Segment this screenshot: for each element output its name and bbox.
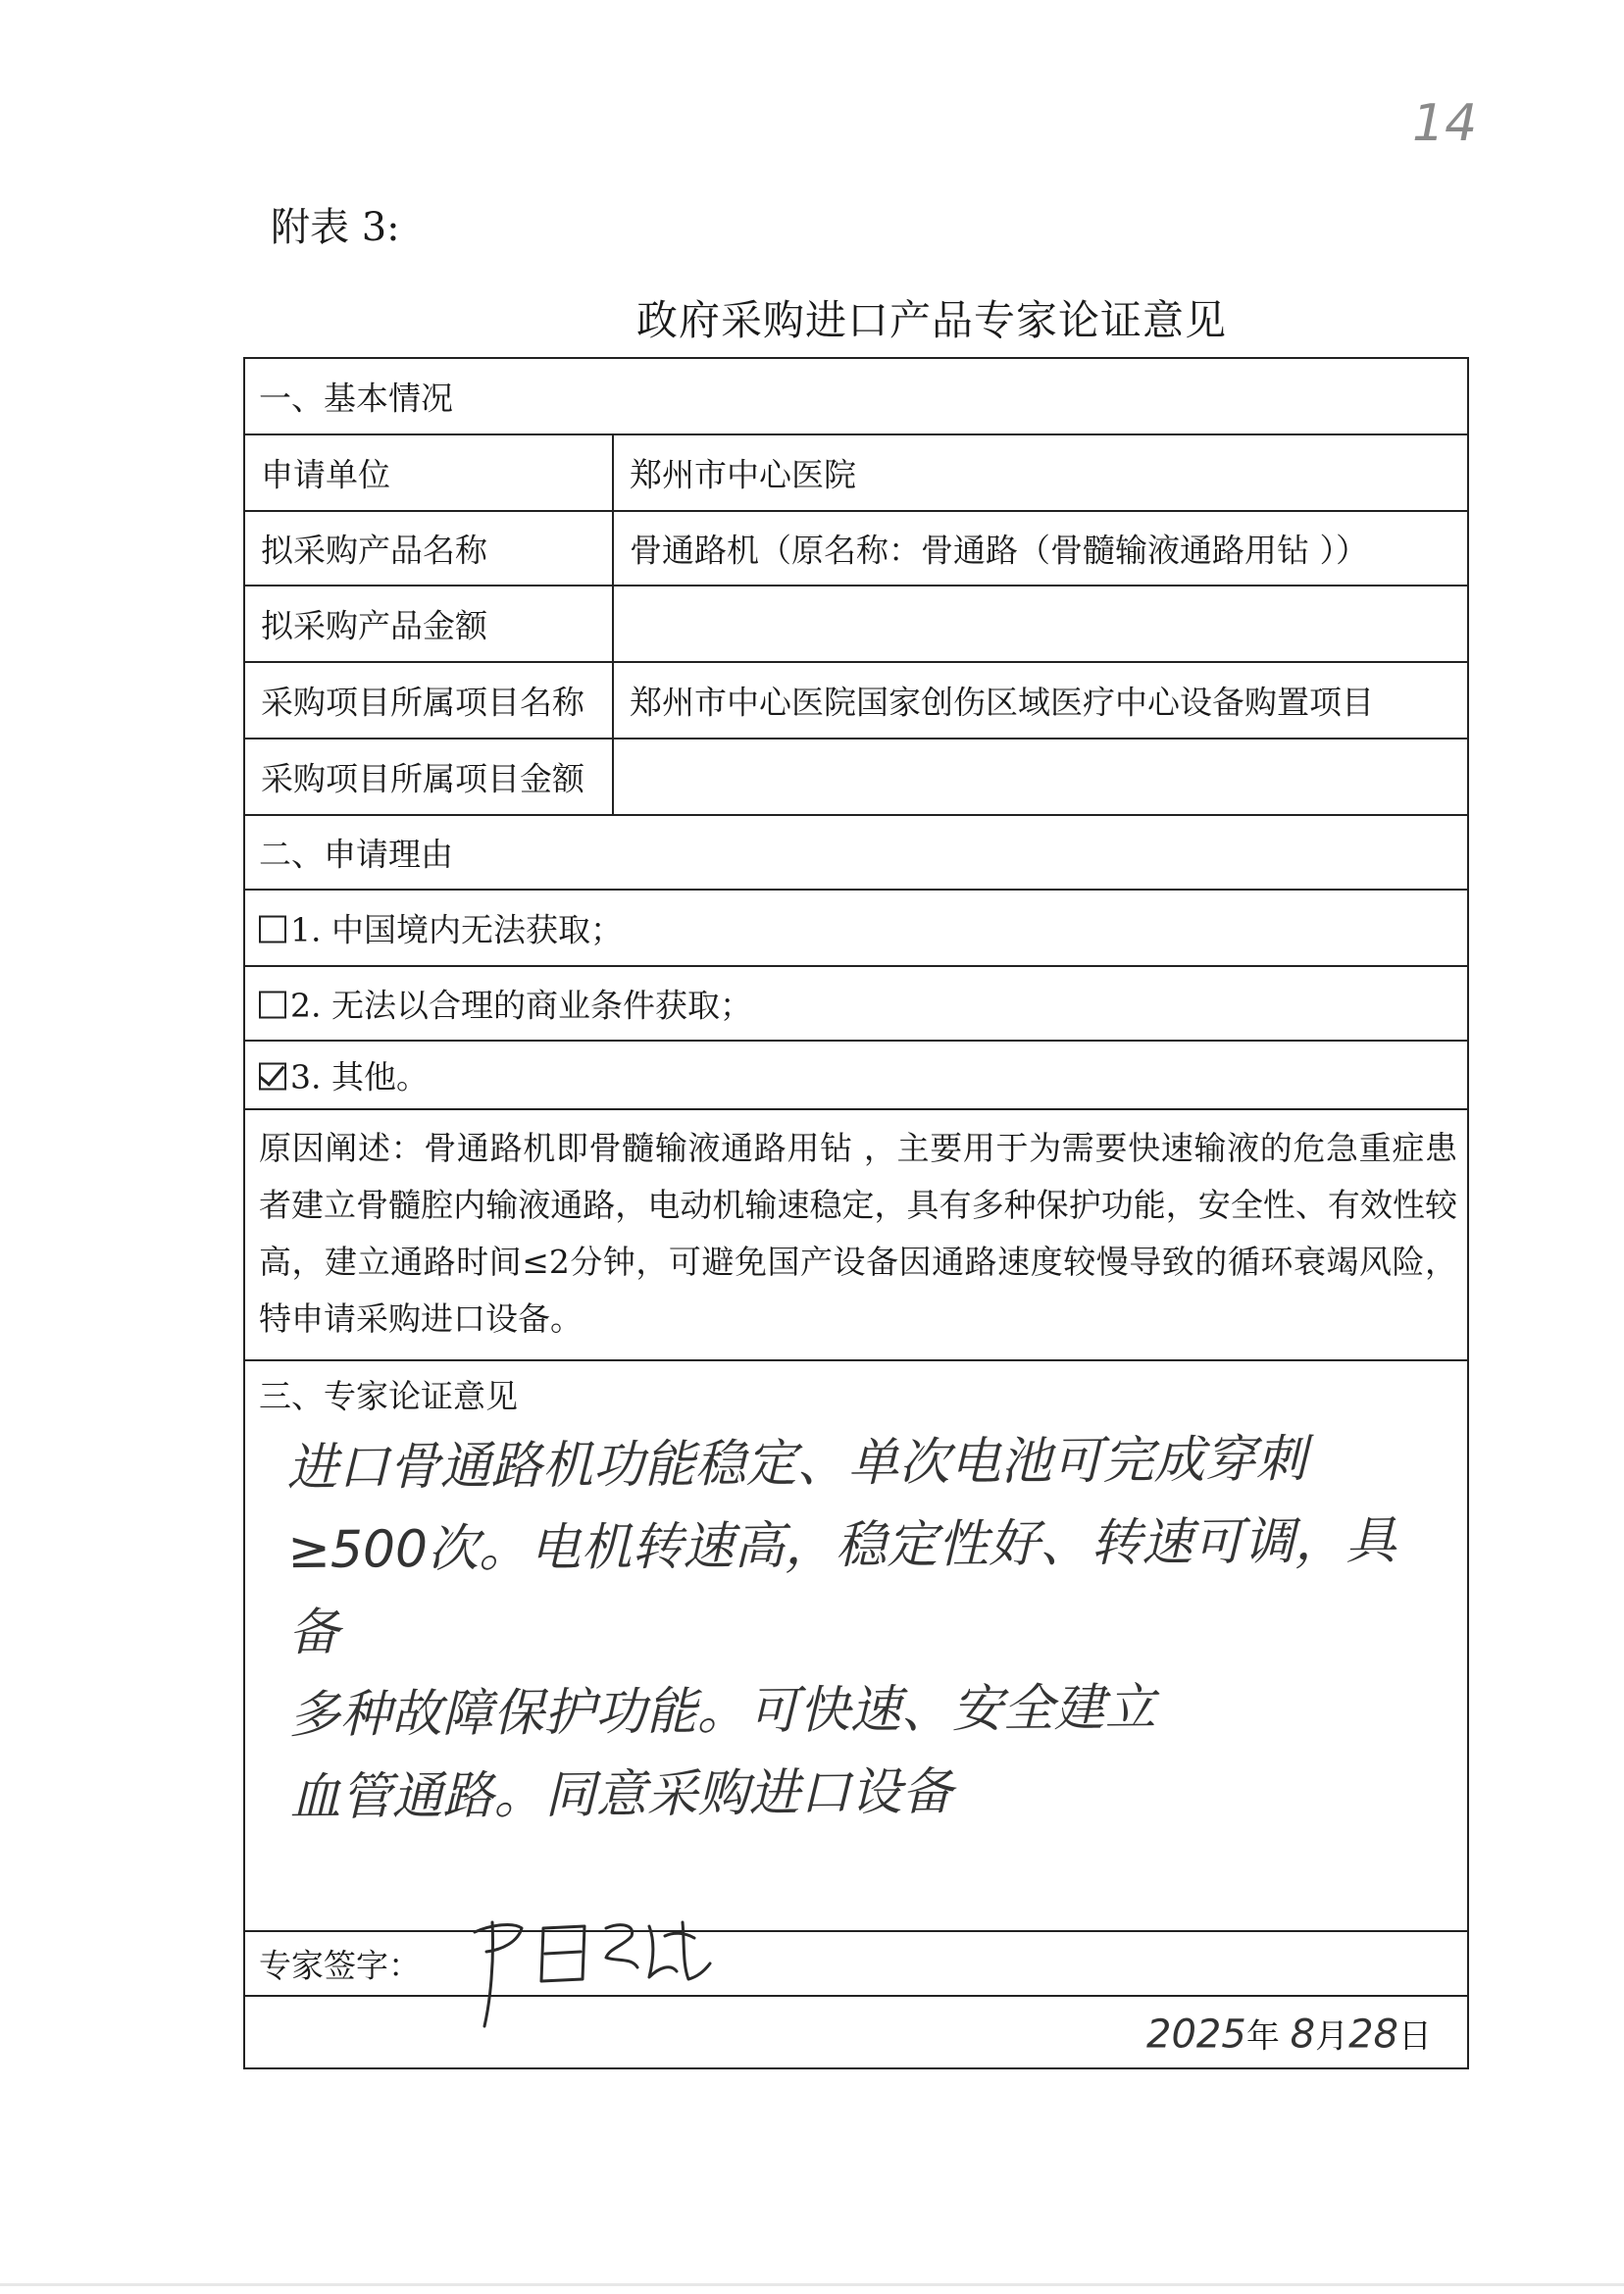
- reason-option-text: 2. 无法以合理的商业条件获取；: [290, 986, 752, 1025]
- date-row: [245, 1997, 1467, 2069]
- section-header-text: 三、专家论证意见: [259, 1377, 518, 1415]
- checkbox-checked-icon: [259, 1063, 286, 1091]
- date-month-char: 月: [1315, 2016, 1349, 2057]
- reason-option-text: 1. 中国境内无法获取；: [290, 910, 623, 949]
- date-year: 2025: [1146, 2012, 1246, 2058]
- info-value: 郑州市中心医院国家创伤区域医疗中心设备购置项目: [630, 683, 1374, 722]
- signing-date: [1146, 2010, 1432, 2058]
- signature-label: 专家签字：: [259, 1946, 421, 1985]
- signature-row: [245, 1932, 1467, 1997]
- info-label: 采购项目所属项目名称: [261, 683, 584, 722]
- info-label: 拟采购产品金额: [261, 606, 487, 645]
- section-reason-header: [245, 816, 1467, 891]
- expert-opinion-cell: [245, 1361, 1467, 1932]
- expert-opinion-handwriting: [286, 1417, 1447, 1839]
- opinion-form: [243, 357, 1469, 2069]
- info-value: 骨通路机（原名称：骨通路（骨髓输液通路用钻 ））: [630, 531, 1368, 570]
- appendix-label: 附表 3:: [271, 205, 400, 250]
- date-day: 28: [1348, 2012, 1398, 2058]
- reason-option-1: [245, 891, 1467, 967]
- section-header-text: 一、基本情况: [259, 379, 453, 418]
- reason-statement-cell: [245, 1110, 1467, 1361]
- info-row-product-amount: [245, 586, 1467, 663]
- checkbox-unchecked-icon: [259, 992, 286, 1019]
- date-day-char: 日: [1398, 2016, 1432, 2057]
- section-basic-info-header: [245, 359, 1467, 435]
- section-header-text: 二、申请理由: [259, 835, 453, 874]
- info-label: 拟采购产品名称: [261, 531, 487, 570]
- reason-option-2: [245, 967, 1467, 1042]
- info-row-project-amount: [245, 739, 1467, 816]
- reason-option-3: [245, 1042, 1467, 1110]
- checkbox-unchecked-icon: [259, 916, 286, 943]
- handwriting-line: 进口骨通路机功能稳定、单次电池可完成穿刺: [286, 1430, 1307, 1499]
- page-number-mark: 14: [1412, 94, 1478, 153]
- document-title: 政府采购进口产品专家论证意见: [635, 296, 1227, 344]
- info-label: 申请单位: [261, 455, 390, 494]
- handwriting-line: 血管通路。同意采购进口设备: [289, 1762, 953, 1828]
- info-value: 郑州市中心医院: [630, 455, 856, 494]
- reason-option-text: 3. 其他。: [290, 1057, 429, 1096]
- info-label: 采购项目所属项目金额: [261, 759, 584, 798]
- info-row-project-name: [245, 663, 1467, 739]
- date-month: 8: [1290, 2012, 1316, 2058]
- handwriting-line: 多种故障保护功能。可快速、安全建立: [288, 1678, 1156, 1746]
- handwriting-line: ≥500次。电机转速高，稳定性好、转速可调，具备: [287, 1511, 1397, 1663]
- info-row-product-name: [245, 512, 1467, 586]
- scan-edge-line: [0, 2283, 1624, 2286]
- date-year-char: 年: [1245, 2016, 1280, 2057]
- reason-statement: 原因阐述：骨通路机即骨髓输液通路用钻 ，主要用于为需要快速输液的危急重症患者建立骨髓腔内输液通路，电动机输速稳定，具有多种保护功能，安全性、有效性较高，建立通路时间≤2分钟，可避免国产设备因通路速度较慢导致的循环衰竭风险，特申请采购进口设备。: [259, 1129, 1457, 1338]
- info-row-applicant: [245, 435, 1467, 512]
